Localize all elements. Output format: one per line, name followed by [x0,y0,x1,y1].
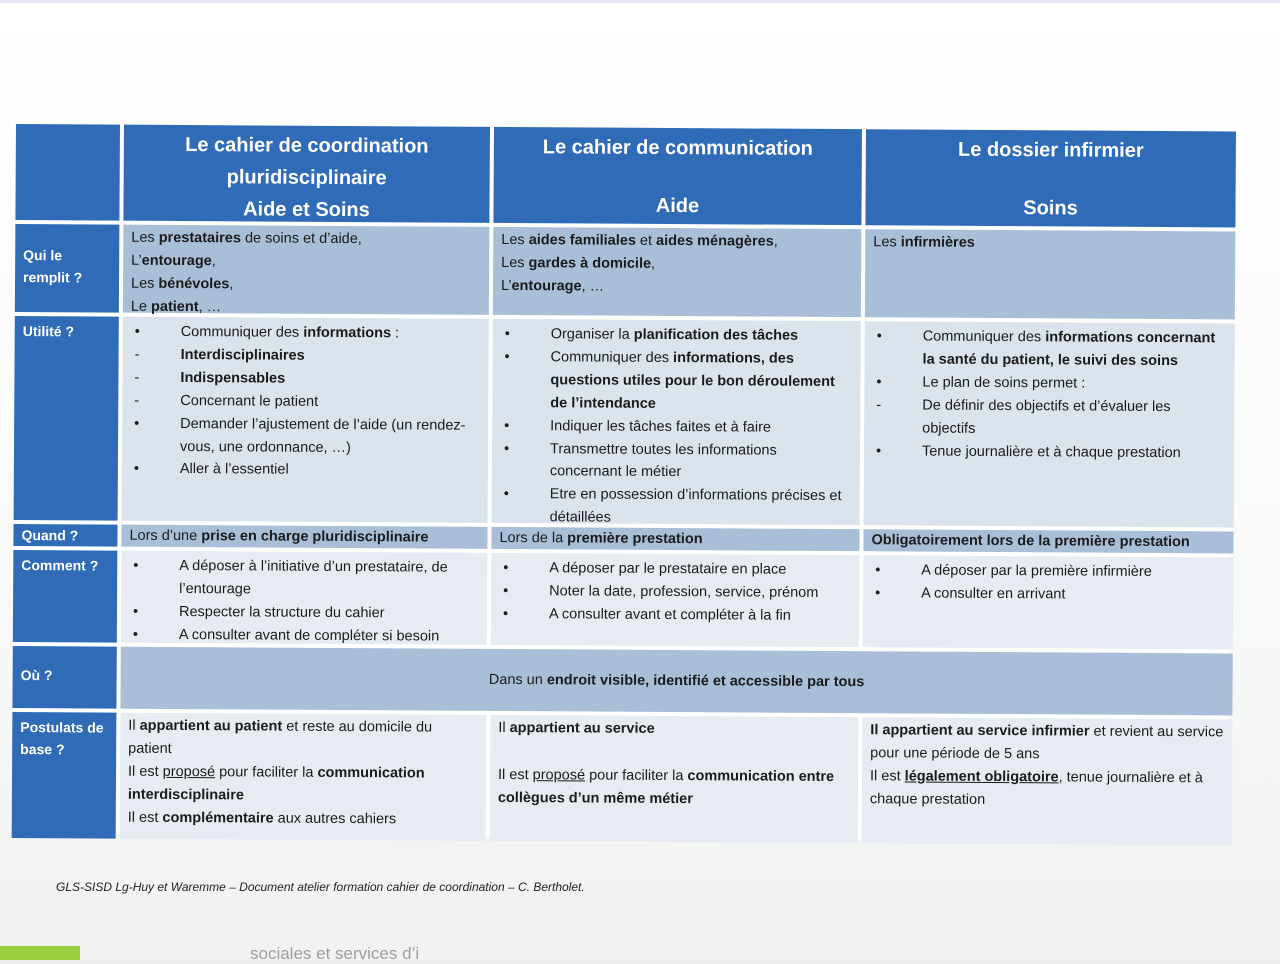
comment-col2 [491,553,860,647]
utilite-col2-item: • Etre en possession d’informations précises et détaillées [503,486,842,526]
qui-col2-line: Les gardes à domicile, [501,254,656,272]
row-label-quand: Quand ? [13,524,117,547]
utilite-col2-item: • Indiquer les tâches faites et à faire [504,417,772,436]
utilite-col3 [864,321,1235,527]
qui-col1-line: Les bénévoles, [130,275,234,293]
utilite-col1-item: • Aller à l’essentiel [133,461,289,479]
comment-col3-item: • A déposer par la première infirmière [875,562,1152,580]
comment-col2-item: • A déposer par le prestataire en place [503,559,787,578]
qui-label-line2: remplit ? [23,269,83,286]
postulats-col3-p1: Il appartient au service infirmier et revient au service pour une période de 5 ans [870,722,1224,763]
utilite-col1-item: - Concernant le patient [134,392,319,410]
utilite-col3-item: • Communiquer des informations concernant la santé du patient, le suivi des soins [876,328,1216,370]
comment-col3 [863,555,1234,649]
postulats-col1-p2: Il est proposé pour faciliter la communication interdisciplinaire [127,763,425,804]
qui-label-line1: Qui le [23,247,63,264]
header-col1-sub: Aide et Soins [243,198,370,222]
qui-col3-line: Les infirmières [873,234,975,251]
qui-col1 [123,225,490,315]
comment-col1-item: • A consulter avant de compléter si besoin [132,626,440,645]
utilite-col1-item: - Interdisciplinaires [134,346,305,364]
utilite-col1-item: • Communiquer des informations : [134,323,400,342]
qui-col1-line: L’entourage, [131,252,216,270]
row-label-comment: Comment ? [13,550,118,643]
utilite-col2-item: • Communiquer des informations, des questions utiles pour le bon déroulement de l’intendance [504,348,835,412]
comment-col2-item: • A consulter avant et compléter à la fin [502,605,791,624]
utilite-col1-item: - Indispensables [134,369,286,387]
top-edge [0,0,1280,3]
header-corner [15,124,120,221]
quand-col2: Lors de la première prestation [491,527,859,551]
comment-col3-item: • A consulter en arrivant [875,585,1066,603]
postulats-col3 [862,717,1233,845]
comparison-table [12,124,1232,841]
comment-col1 [121,551,488,645]
header-col3-title: Le dossier infirmier [957,138,1144,162]
header-col1-title-line1: Le cahier de coordination [185,134,429,158]
qui-col1-line: Le patient, … [130,298,222,315]
postulats-col2-p2: Il est proposé pour faciliter la communication entre collègues d’un même métier [497,766,835,807]
qui-col3 [865,229,1236,319]
header-col-dossier [865,129,1236,227]
comment-col2-item: • Noter la date, profession, service, prénom [503,582,819,601]
postulats-col1 [120,713,487,841]
qui-col2-line: L’entourage, … [500,277,605,295]
ou-text-pre: Dans un [488,671,547,688]
row-label-utilite: Utilité ? [14,316,119,521]
utilite-col3-item: • Tenue journalière et à chaque prestation [875,442,1181,461]
postulats-col3-p2: Il est légalement obligatoire, tenue journalière et à chaque prestation [869,768,1203,808]
comment-col1-item: • A déposer à l’initiative d’un prestataire, de l’entourage [133,557,448,598]
header-col-communication [493,127,862,225]
utilite-col2-item: • Organiser la planification des tâches [504,325,799,344]
utilite-col1 [122,317,489,523]
row-label-qui [15,224,120,313]
qui-col2 [493,227,862,317]
postulats-col2 [490,715,859,843]
utilite-col2-item: • Transmettre toutes les informations concernant le métier [503,440,777,481]
ou-merged-cell [120,647,1232,716]
utilite-col3-item: • Le plan de soins permet : [876,374,1086,392]
quand-col1: Lors d’une prise en charge pluridisciplinaire [121,525,487,549]
utilite-col2 [492,319,861,525]
header-col-coordination [123,125,490,223]
header-col3-sub: Soins [1023,197,1078,220]
qui-col2-line: Les aides familiales et aides ménagères, [501,231,778,250]
underlying-page-text: sociales et services d’i [250,944,420,963]
utilite-col3-item: - De définir des objectifs et d’évaluer les objectifs [876,396,1171,437]
header-col2-title: Le cahier de communication [542,136,813,160]
footer-credit: GLS-SISD Lg-Huy et Waremme – Document atelier formation cahier de coordination – C. Bertholet. [56,880,585,894]
postulats-col1-p3: Il est complémentaire aux autres cahiers [127,809,397,827]
utilite-col1-item: • Demander l’ajustement de l’aide (un rendez-vous, une ordonnance, …) [134,415,466,456]
postulats-col1-p1: Il appartient au patient et reste au domicile du patient [128,717,433,757]
row-label-postulats [12,712,117,839]
comment-col1-item: • Respecter la structure du cahier [132,603,385,622]
quand-col3: Obligatoirement lors de la première prestation [863,529,1233,553]
row-label-ou: Où ? [12,646,116,709]
postulats-label-line2: base ? [20,741,65,758]
postulats-label-line1: Postulats de [20,719,104,736]
ou-text-bold: endroit visible, identifié et accessible par tous [546,671,865,690]
green-folder-edge [0,946,80,960]
qui-col1-line: Les prestataires de soins et d’aide, [131,229,362,248]
header-col2-sub: Aide [655,194,700,218]
header-col1-title-line2: pluridisciplinaire [226,166,387,190]
postulats-col2-p1: Il appartient au service [498,719,655,737]
